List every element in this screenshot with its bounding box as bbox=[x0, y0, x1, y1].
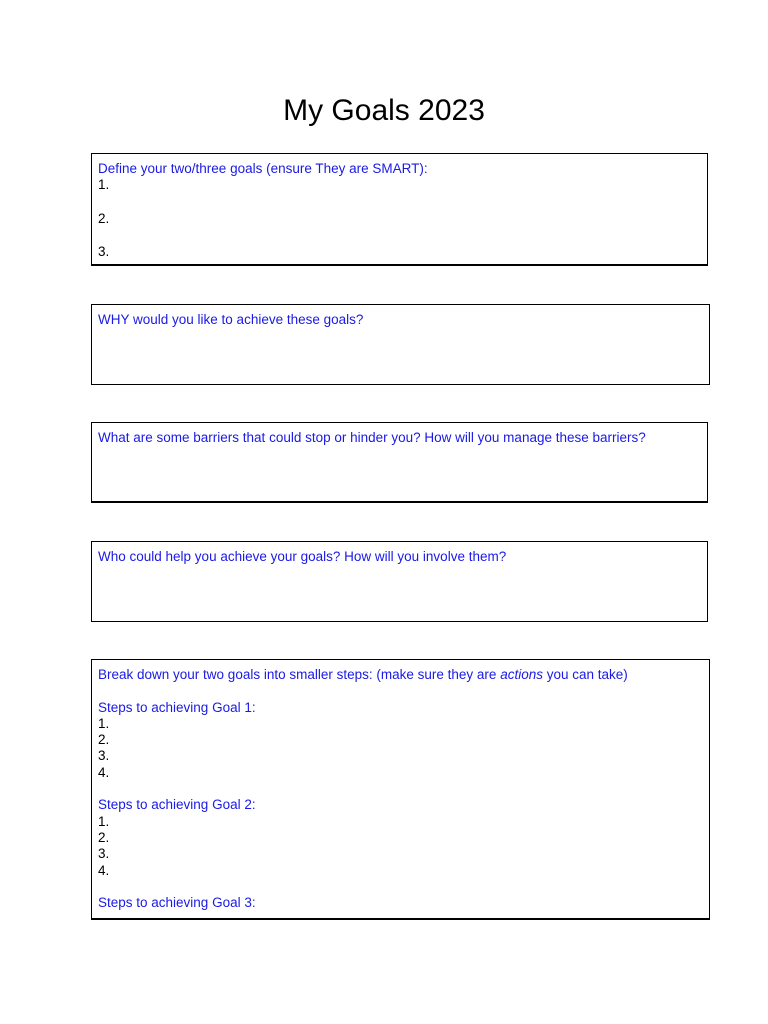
why-prompt: WHY would you like to achieve these goals? bbox=[98, 312, 364, 327]
goal2-step-4: 4. bbox=[98, 862, 110, 878]
goal1-step-4: 4. bbox=[98, 764, 110, 780]
why-box bbox=[91, 304, 710, 385]
barriers-box bbox=[91, 422, 708, 503]
steps-prompt-before: Break down your two goals into smaller steps: (make sure they are bbox=[98, 667, 501, 682]
goal2-step-2: 2. bbox=[98, 829, 110, 845]
steps-prompt-after: you can take) bbox=[542, 667, 628, 682]
goal2-step-3: 3. bbox=[98, 846, 110, 862]
goal1-step-1: 1. bbox=[98, 715, 110, 731]
goal-item-3: 3. bbox=[98, 243, 110, 259]
goal3-steps-heading: Steps to achieving Goal 3: bbox=[98, 895, 256, 911]
spacer bbox=[98, 683, 703, 699]
page-title: My Goals 2023 bbox=[283, 94, 485, 127]
spacer bbox=[98, 781, 703, 797]
goals-box bbox=[91, 153, 708, 266]
goal2-step-1: 1. bbox=[98, 813, 110, 829]
steps-prompt bbox=[98, 667, 703, 683]
barriers-prompt: What are some barriers that could stop or hinder you? How will you manage these barriers? bbox=[98, 430, 646, 445]
steps-prompt-emphasis: actions bbox=[500, 667, 543, 682]
goal2-steps-heading: Steps to achieving Goal 2: bbox=[98, 797, 256, 813]
goals-prompt: Define your two/three goals (ensure They are SMART): bbox=[98, 161, 428, 176]
goal-item-2: 2. bbox=[98, 210, 110, 226]
spacer bbox=[98, 879, 703, 895]
help-prompt: Who could help you achieve your goals? How will you involve them? bbox=[98, 549, 507, 564]
goal-item-1: 1. bbox=[98, 177, 110, 193]
goal1-step-3: 3. bbox=[98, 748, 110, 764]
goal1-steps-heading: Steps to achieving Goal 1: bbox=[98, 699, 256, 715]
goal1-step-2: 2. bbox=[98, 732, 110, 748]
steps-box bbox=[91, 659, 710, 920]
help-box bbox=[91, 541, 708, 622]
